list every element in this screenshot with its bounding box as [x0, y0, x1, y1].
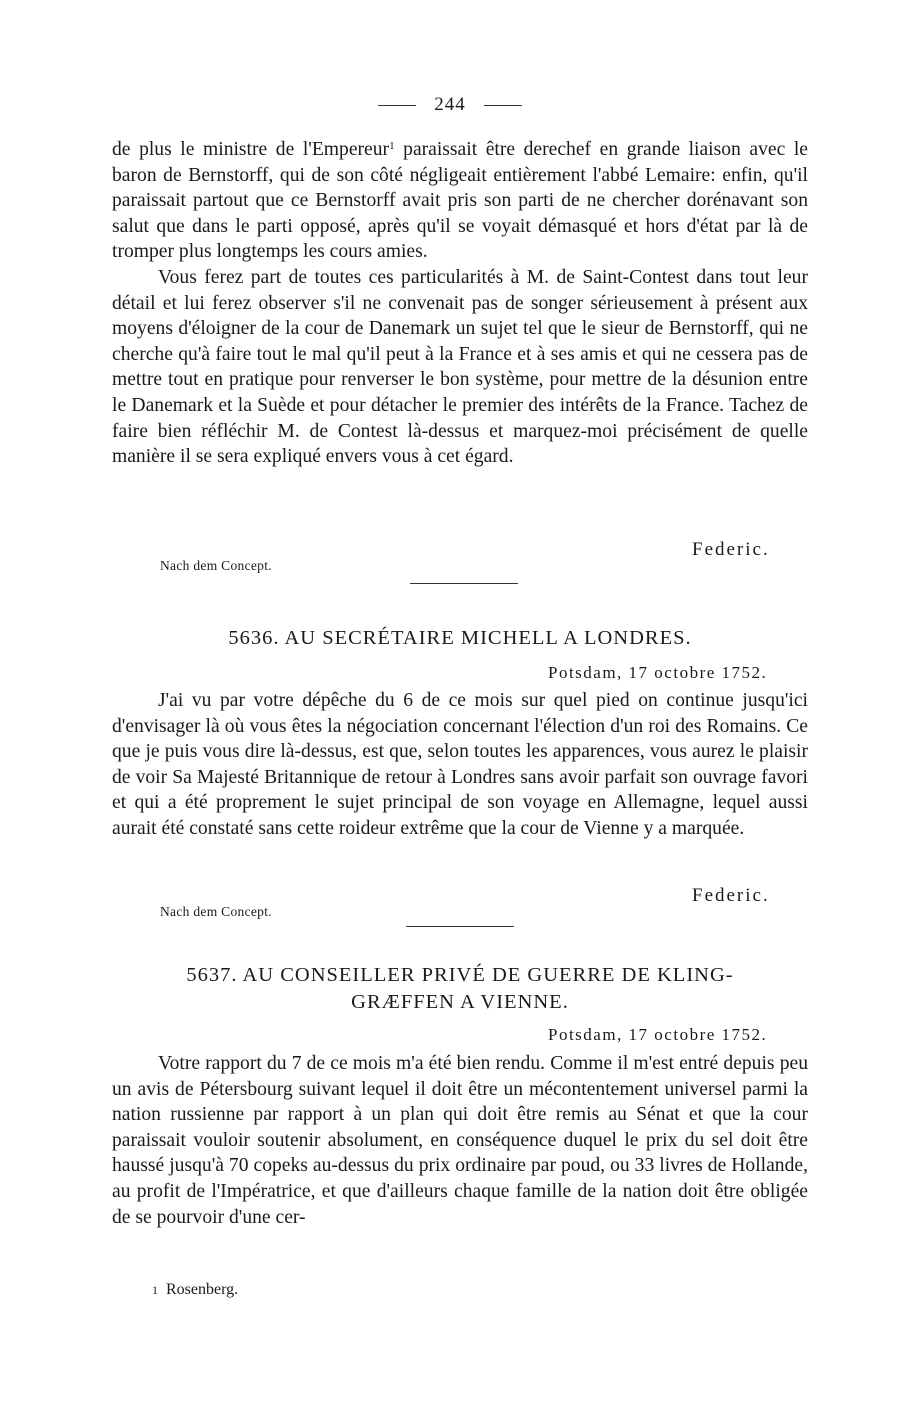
signature: Federic. — [692, 539, 770, 560]
letter-body-paragraph: Votre rapport du 7 de ce mois m'a été bien rendu. Comme il m'est entré depuis peu un avis de Pétersbourg suivant lequel il doit être un mécontentement universel parmi la nation russienne par rapport à un plan qui doit être remis au Sénat et que la cour paraissait vouloir soutenir absolument, en conséquence duquel le prix du sel doit être haussé jusqu'à 70 copeks au-dessus du prix ordinaire par poud, ou 33 livres de Hollande, au profit de l'Impératrice, et que d'ailleurs chaque famille de la nation doit être obligée de se pourvoir d'une cer- — [112, 1053, 808, 1228]
source-note: Nach dem Concept. — [160, 904, 272, 919]
letter-heading — [112, 962, 808, 1016]
continuation-paragraph-2: Vous ferez part de toutes ces particularités à M. de Saint-Contest dans tout leur détail et lui ferez observer s'il ne convenait pas de songer sérieusement à présent aux moyens d'éloigner de la cour de Danemark un sujet tel que le sieur de Bernstorff, qui ne cherche qu'à faire tout le mal qu'il peut à la France et à ses amis et qui ne cessera pas de mettre tout en pratique pour renverser le bon système, pour mettre de la désunion entre le Danemark et la Suède et pour détacher le premier des intérêts de la France. Tachez de faire bien réfléchir M. de Contest là-dessus et marquez-moi précisément de quelle manière il se sera expliqué envers vous à cet égard. — [112, 266, 808, 468]
footnote-reference: 1 — [389, 140, 395, 152]
letter-body — [112, 1051, 808, 1230]
section-divider — [406, 926, 514, 927]
page-number-dash-left — [378, 105, 416, 106]
letter-body-paragraph: J'ai vu par votre dépêche du 6 de ce mois sur quel pied on continue jusqu'ici d'envisager là où vous êtes la négociation concernant l'élection d'un roi des Romains. Ce que je puis vous dire là-dessus, est que, selon toutes les apparences, vous aurez le plaisir de voir Sa Majesté Britannique de retour à Londres sans avoir parfait son ouvrage favori et qui a été proprement le sujet principal de son voyage en Allemagne, lequel aussi aurait été constaté sans cette roideur extrême que la cour de Vienne y a marquée. — [112, 690, 808, 839]
continuation-text — [112, 137, 808, 470]
letter-heading-line-1: 5637. AU CONSEILLER PRIVÉ DE GUERRE DE KLING- — [186, 964, 734, 986]
continuation-paragraph-1: de plus le ministre de l'Empereur$^1$ paraissait être derechef en grande liaison avec le baron de Bernstorff, qui de son côté négligeait entièrement l'abbé Lemaire: enfin, qu'il paraissait partout que ce Bernstorff avait pris son parti de ne chercher dorénavant son salut que dans le parti opposé, après qu'il se voyait démasqué et hors d'état par là de tromper plus longtemps les cours amies. — [112, 139, 808, 263]
page-number-line — [0, 94, 900, 116]
signature: Federic. — [692, 885, 770, 906]
letter-dateline: Potsdam, 17 octobre 1752. — [548, 663, 768, 682]
footnote — [152, 1281, 238, 1299]
footnote-mark: 1 — [152, 1283, 158, 1297]
letter-dateline: Potsdam, 17 octobre 1752. — [548, 1025, 768, 1044]
letter-heading-line-2: GRÆFFEN A VIENNE. — [351, 991, 569, 1013]
page-number: 244 — [434, 94, 466, 115]
letter-heading: 5636. AU SECRÉTAIRE MICHELL A LONDRES. — [228, 627, 692, 649]
section-divider — [410, 583, 518, 584]
source-note: Nach dem Concept. — [160, 558, 272, 573]
page-number-dash-right — [484, 105, 522, 106]
letter-body — [112, 688, 808, 842]
footnote-text: Rosenberg. — [166, 1281, 239, 1298]
